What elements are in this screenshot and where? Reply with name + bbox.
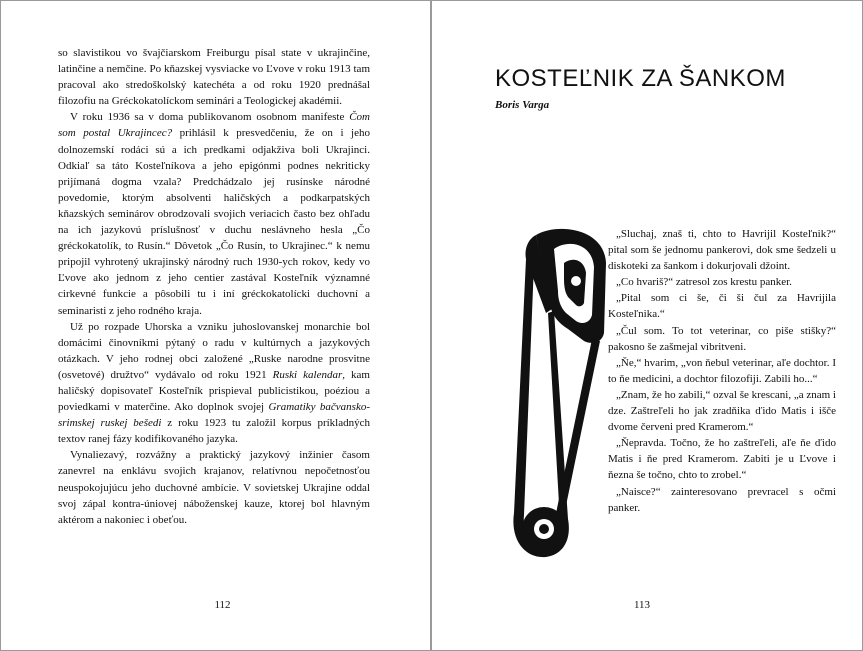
paragraph: „Co hvariš?“ zatresol zos krestu panker.: [616, 276, 792, 289]
page-number: 113: [633, 599, 651, 611]
paragraph: „Ňepravda. Točno, že ho zaštreľeli, aľe ňe ďido Matis i ňe pred Kramerom. Zabiti je u Ľvove i ňezna še točno, chto to zrobel.“: [608, 437, 836, 482]
paragraph: „Ňe,“ hvarim, „von ňebul veterinar, aľe dochtor. I to ňe medicini, a dochtor filozofiji. Zabili ho...“: [608, 356, 836, 385]
paragraph: Už po rozpade Uhorska a vzniku juhoslovanskej monarchie bol domácimi činovníkmi pýtaný o radu v kultúrnych a jazykových otázkach. V jeho rodnej obci založené „Ruske narodne prosvitne (osvetové) družtvo“ vydávalo od roku 1921 Ruski kalendar, kam haličský dopisovateľ Kosteľník prispieval publicistikou, poéziou a poviedkami v materčine. Ako doplnok svojej Gramatiky bačvansko-srimskej ruskej bešedi z roku 1923 tu založil korpus príkladných textov ranej fázy kodifikovaného jazyka.: [58, 320, 370, 446]
paragraph: „Naisce?“ zainteresovano prevracel s očmi panker.: [608, 485, 836, 514]
paragraph: V roku 1936 sa v doma publikovanom osobnom manifeste Čom som postal Ukrajincec? prihlásil k presvedčeniu, že on i jeho dolnozemskí rodáci sú a ich predkami odjakživa boli Ukrajinci. Odkiaľ sa táto Kosteľníkova a jeho epigónmi podnes nekriticky prijímaná dogma vzala? Predchádzalo jej rusínske národné povedomie, ktorým absolventi haličských a podkarpatských kňazských seminárov obrodzovali svojich veriacich často bez ohľadu na ich jazykovú príslušnosť v duchu neslávneho hesla „Čo gréckokatolík, to Rusín.“ Dôvetok „Čo Rusín, to Ukrajinec.“ k nemu pripojil vyhrotený ukrajinský národný ruch 1930-ych rokov, kedy vo Ľvove ako jednom z jeho centier zastával Kosteľník významné cirkevné funkcie a pôsobili tu i iní gréckokatolícki duchovní a seminaristi z jeho rodného kraja.: [58, 111, 370, 317]
chapter-title: KOSTEĽNIK ZA ŠANKOM: [495, 65, 786, 92]
paragraph: so slavistikou vo švajčiarskom Freiburgu písal state v ukrajinčine, latinčine a nemčine. Po kňazskej vysviacke vo Ľvove v roku 1913 tam pracoval ako stredoškolský katechéta a od roku 1920 prednášal filozofiu na Gréckokatolíckom seminári a Teologickej akadémii.: [58, 47, 370, 108]
paragraph: „Pital som ci še, či ši čul za Havrijila Kosteľnika.“: [608, 292, 836, 321]
author-name: Boris Varga: [495, 99, 550, 111]
page-number: 112: [214, 599, 231, 611]
safety-pin-icon: [506, 223, 610, 561]
paragraph: „Sluchaj, znaš ti, chto to Havrijil Kosteľnik?“ pital som še jednomu pankerovi, dok sme šedzeli u diskoteki za šankom i dokurjovali džoint.: [608, 228, 836, 273]
paragraph: Vynaliezavý, rozvážny a praktický jazykový inžinier časom zanevrel na enklávu svojich krajanov, relatívnou nepočetnosťou neuspokojujúcu jeho duchovné ambície. V sovietskej Ukrajine oddal svoj zápal kontra-úniovej náboženskej kauze, ktorej bol hlavným aktérom a nakoniec i obeťou.: [58, 449, 370, 526]
paragraph: „Znam, že ho zabili,“ ozval še krescani, „a znam i dze. Zaštreľeli ho jak zradňika ďido Matis i išče dvome červeni pred Kramerom.“: [608, 388, 836, 434]
left-page-text: [58, 45, 370, 528]
left-page: [0, 0, 431, 651]
story-text: [608, 226, 836, 516]
paragraph: „Čul som. To tot veterinar, co piše stišky?“ pakosno še zašmejal vibritveni.: [608, 324, 836, 353]
right-page: [431, 0, 863, 651]
